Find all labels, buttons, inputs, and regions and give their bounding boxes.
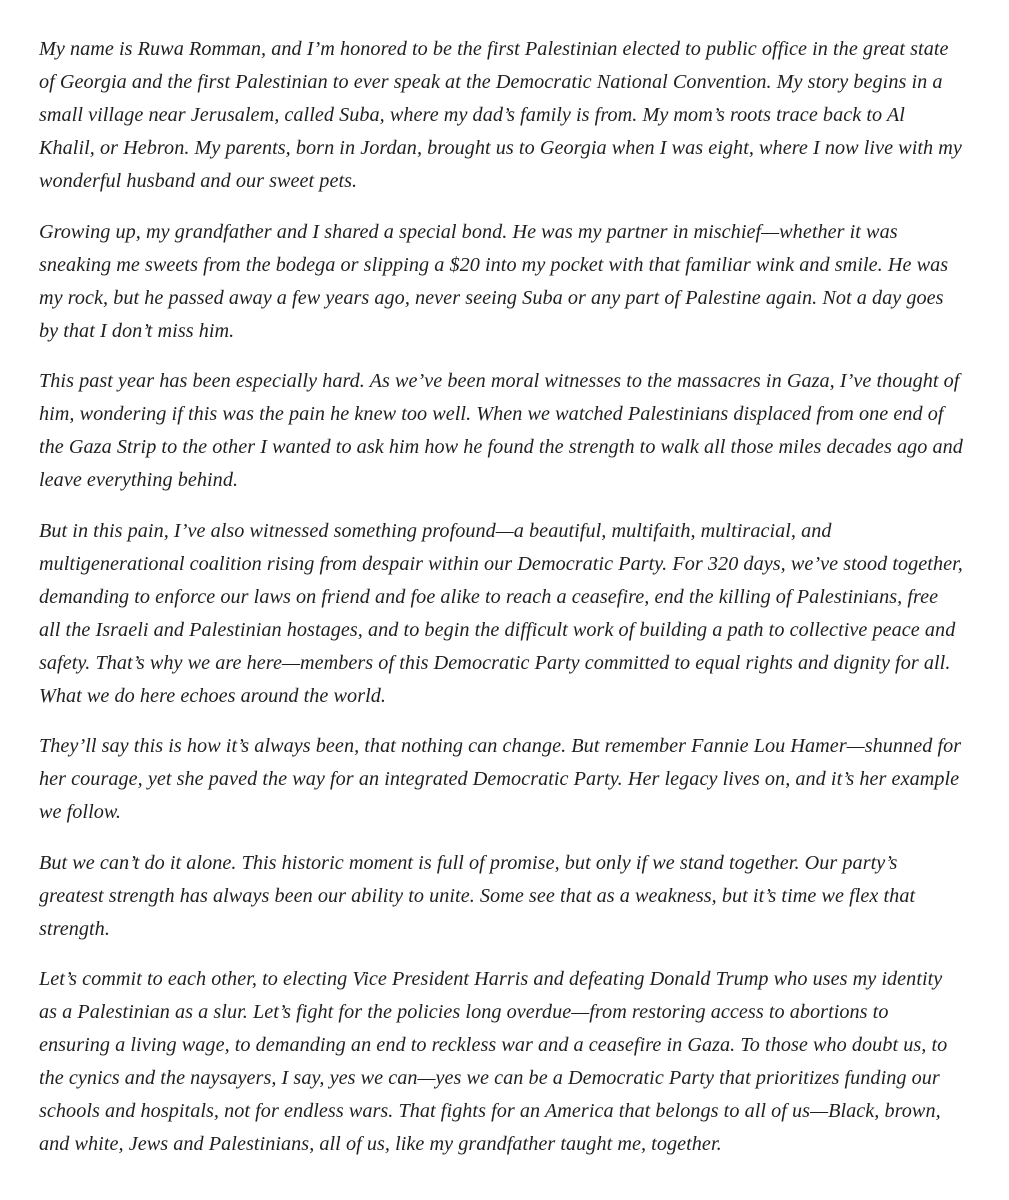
paragraph-past-year: This past year has been especially hard. As we’ve been moral witnesses to the massacres in Gaza, I’ve thought of him, wondering if this was the pain he knew too well. When we watched Palestinians displaced from one end of the Gaza Strip to the other I wanted to ask him how he found the strength to walk all those miles decades ago and leave everything behind.	[39, 370, 963, 491]
paragraph-commitment: Let’s commit to each other, to electing Vice President Harris and defeating Donald Trump who uses my identity as a Palestinian as a slur. Let’s fight for the policies long overdue—from restoring access to abortions to ensuring a living wage, to demanding an end to reckless war and a ceasefire in Gaza. To those who doubt us, to the cynics and the naysayers, I say, yes we can—yes we can be a Democratic Party that prioritizes funding our schools and hospitals, not for endless wars. That fights for an America that belongs to all of us—Black, brown, and white, Jews and Palestinians, all of us, like my grandfather taught me, together.	[39, 968, 948, 1155]
paragraph-stand-together: But we can’t do it alone. This historic moment is full of promise, but only if we stand together. Our party’s greatest strength has always been our ability to unite. Some see that as a weakness, but it’s time we flex that strength.	[39, 851, 916, 940]
paragraph-grandfather: Growing up, my grandfather and I shared a special bond. He was my partner in mischief—whether it was sneaking me sweets from the bodega or slipping a $20 into my pocket with that familiar wink and smile. He was my rock, but he passed away a few years ago, never seeing Suba or any part of Palestine again. Not a day goes by that I don’t miss him.	[39, 220, 949, 342]
paragraph-introduction: My name is Ruwa Romman, and I’m honored to be the first Palestinian elected to public office in the great state of Georgia and the first Palestinian to ever speak at the Democratic National Convention. My story begins in a small village near Jerusalem, called Suba, where my dad’s family is from. My mom’s roots trace back to Al Khalil, or Hebron. My parents, born in Jordan, brought us to Georgia when I was eight, where I now live with my wonderful husband and our sweet pets.	[39, 38, 962, 192]
paragraph-coalition: But in this pain, I’ve also witnessed something profound—a beautiful, multifaith, multiracial, and multigenerational coalition rising from despair within our Democratic Party. For 320 days, we’ve stood together, demanding to enforce our laws on friend and foe alike to reach a ceasefire, end the killing of Palestinians, free all the Israeli and Palestinian hostages, and to begin the difficult work of building a path to collective peace and safety. That’s why we are here—members of this Democratic Party committed to equal rights and dignity for all. What we do here echoes around the world.	[39, 519, 963, 707]
paragraph-fannie-lou-hamer: They’ll say this is how it’s always been, that nothing can change. But remember Fannie Lou Hamer—shunned for her courage, yet she paved the way for an integrated Democratic Party. Her legacy lives on, and it’s her example we follow.	[39, 735, 962, 823]
